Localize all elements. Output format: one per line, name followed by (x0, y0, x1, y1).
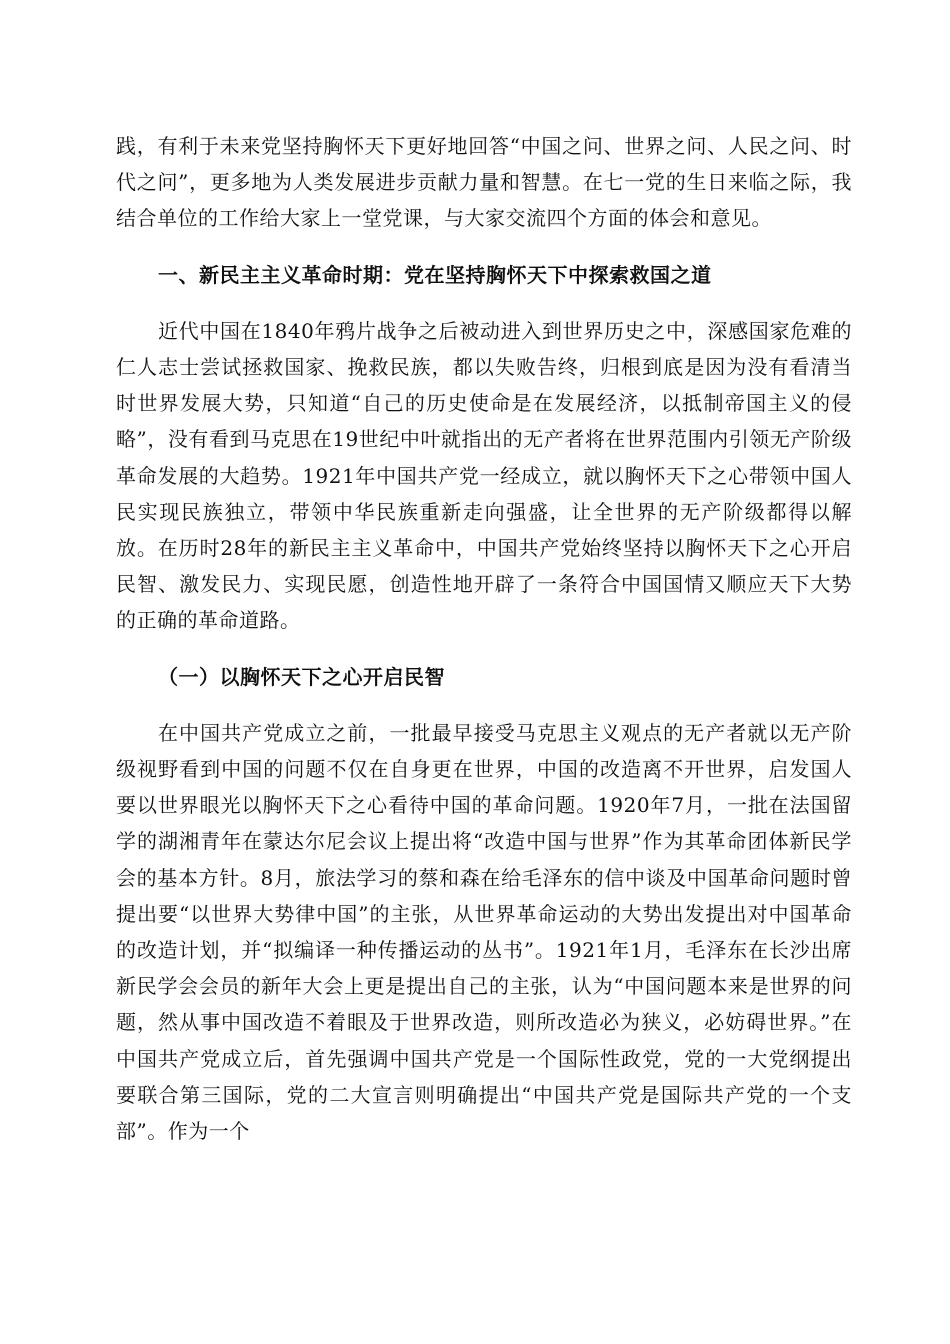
subsection-1-paragraph: 在中国共产党成立之前，一批最早接受马克思主义观点的无产者就以无产阶级视野看到中国的问题不仅在自身更在世界，中国的改造离不开世界，启发国人要以世界眼光以胸怀天下之心看待中国的革命问题。1920年7月，一批在法国留学的湖湘青年在蒙达尔尼会议上提出将“改造中国与世界”作为其革命团体新民学会的基本方针。8月，旅法学习的蔡和森在给毛泽东的信中谈及中国革命问题时曾提出要“以世界大势律中国”的主张，从世界革命运动的大势出发提出对中国革命的改造计划，并“拟编译一种传播运动的丛书”。1921年1月，毛泽东在长沙出席新民学会会员的新年大会上更是提出自己的主张，认为“中国问题本来是世界的问题，然从事中国改造不着眼及于世界改造，则所改造必为狭义，必妨碍世界。”在中国共产党成立后，首先强调中国共产党是一个国际性政党，党的一大党纲提出要联合第三国际，党的二大宣言则明确提出“中国共产党是国际共产党的一个支部”。作为一个 (116, 720, 852, 1144)
document-page (116, 128, 852, 1149)
subsection-1-heading: （一）以胸怀天下之心开启民智 (158, 664, 445, 689)
intro-paragraph: 践，有利于未来党坚持胸怀天下更好地回答“中国之问、世界之问、人民之问、时代之问”，更多地为人类发展进步贡献力量和智慧。在七一党的生日来临之际，我结合单位的工作给大家上一堂党课，与大家交流四个方面的体会和意见。 (116, 134, 852, 231)
section-1-heading: 一、新民主主义革命时期：党在坚持胸怀天下中探索救国之道 (158, 262, 712, 287)
section-1-paragraph: 近代中国在1840年鸦片战争之后被动进入到世界历史之中，深感国家危难的仁人志士尝试拯救国家、挽救民族，都以失败告终，归根到底是因为没有看清当时世界发展大势，只知道“自己的历史使命是在发展经济，以抵制帝国主义的侵略”，没有看到马克思在19世纪中叶就指出的无产者将在世界范围内引领无产阶级革命发展的大趋势。1921年中国共产党一经成立，就以胸怀天下之心带领中国人民实现民族独立，带领中华民族重新走向强盛，让全世界的无产阶级都得以解放。在历时28年的新民主主义革命中，中国共产党始终坚持以胸怀天下之心开启民智、激发民力、实现民愿，创造性地开辟了一条符合中国国情又顺应天下大势的正确的革命道路。 (116, 318, 852, 633)
